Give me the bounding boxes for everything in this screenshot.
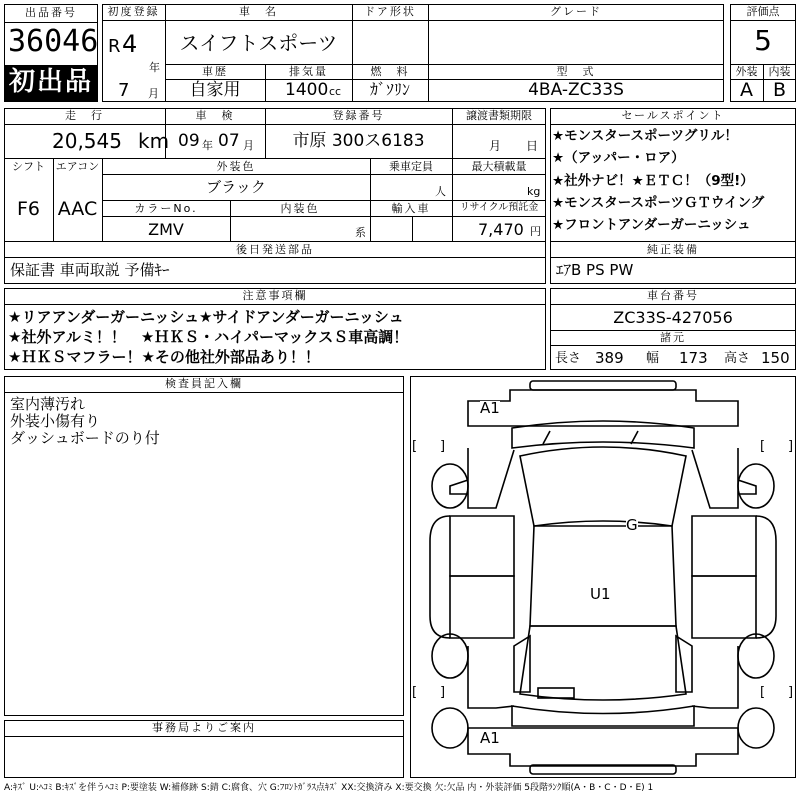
interior-color-label: 内装色 — [280, 202, 320, 215]
color-number-label: カラーNo. — [134, 202, 198, 215]
damage-mark-front-bumper: A1 — [480, 399, 500, 417]
lot-number: 36046 — [8, 24, 99, 59]
note-line: ★ＨＫＳマフラー！★その他社外部品あり！！ — [8, 348, 320, 366]
inspection-label: 車 検 — [195, 109, 235, 122]
dimensions-label: 諸元 — [660, 331, 686, 344]
inspection-month-unit: 月 — [243, 139, 254, 152]
model-label: 型 式 — [556, 65, 596, 78]
bracket-right-rear: [ — [760, 685, 766, 700]
equipment-label: 純正装備 — [647, 243, 699, 256]
aircon-value: AAC — [57, 198, 98, 220]
history-value: 自家用 — [189, 80, 241, 100]
width-value: 173 — [679, 349, 708, 367]
chassis-label: 車台番号 — [647, 289, 699, 302]
inspection-year: 09 — [178, 131, 200, 151]
sales-point-line: ★フロントアンダーガーニッシュ — [552, 217, 751, 233]
bracket-right-rear-close: ] — [788, 685, 794, 700]
bracket-left-front-close: ] — [440, 439, 446, 454]
mileage-unit: km — [138, 129, 170, 153]
chassis-number: ZC33S-427056 — [613, 308, 733, 327]
car-name-label: 車 名 — [239, 5, 278, 18]
mileage-label: 走 行 — [65, 109, 104, 122]
office-info-label: 事務局よりご案内 — [152, 721, 256, 734]
registration-number: 市原 300ス6183 — [292, 131, 425, 151]
max-load-label: 最大積載量 — [471, 160, 527, 173]
inspection-year-unit: 年 — [202, 139, 213, 152]
transfer-day-unit: 日 — [526, 139, 539, 153]
accessories-label: 後日発送部品 — [236, 243, 314, 256]
length-label: 長さ — [555, 351, 582, 366]
inspection-month: 07 — [218, 131, 240, 151]
transfer-deadline-label: 譲渡書類期限 — [466, 109, 532, 122]
fuel-label: 燃 料 — [370, 65, 410, 78]
displacement-label: 排気量 — [289, 65, 328, 78]
sales-point-line: ★社外ナビ！★ＥＴＣ！（9型!） — [552, 173, 754, 189]
sales-point-line: ★モンスタースポーツグリル！ — [552, 128, 738, 144]
recycle-label: リサイクル預託金 — [459, 202, 539, 213]
sales-points-label: セールスポイント — [621, 109, 725, 122]
grade-label: グレード — [550, 5, 602, 18]
capacity-unit: 人 — [435, 185, 446, 198]
model-value: 4BA-ZC33S — [528, 80, 624, 100]
sales-point-line: ★モンスタースポーツＧＴウイング — [552, 195, 765, 211]
first-listing-label: 初出品 — [8, 67, 93, 97]
aircon-label: エアコン — [55, 160, 100, 173]
inspector-label: 検査員記入欄 — [165, 377, 243, 390]
history-label: 車歴 — [202, 65, 228, 78]
registration-year: 4 — [122, 30, 138, 58]
width-label: 幅 — [646, 351, 660, 366]
length-value: 389 — [595, 349, 624, 367]
car-name: スイフトスポーツ — [179, 31, 338, 55]
car-diagram — [410, 376, 796, 778]
bracket-left-front: [ — [412, 439, 418, 454]
first-registration-label: 初度登録 — [107, 5, 160, 18]
exterior-grade: A — [740, 79, 753, 101]
displacement-unit: cc — [329, 85, 342, 98]
fuel-value: ｶﾞｿﾘﾝ — [369, 80, 410, 99]
exterior-color: ブラック — [206, 178, 266, 196]
registration-number-label: 登録番号 — [332, 109, 385, 122]
note-line: ★リアアンダーガーニッシュ★サイドアンダーガーニッシュ — [8, 308, 404, 326]
score-label: 評価点 — [746, 5, 780, 18]
mileage-value: 20,545 — [52, 129, 122, 153]
sales-point-line: ★（アッパー・ロア） — [552, 150, 685, 166]
max-load-unit: kg — [527, 185, 541, 198]
import-label: 輸入車 — [391, 202, 431, 215]
capacity-label: 乗車定員 — [389, 160, 433, 173]
shift-value: F6 — [16, 198, 41, 220]
door-type-label: ドア形状 — [364, 5, 416, 18]
damage-legend: A:ｷｽﾞ U:ﾍｺﾐ B:ｷｽﾞを伴うﾍｺﾐ P:要塗装 W:補修跡 S:錆 C:腐食、穴 G:ﾌﾛﾝﾄｶﾞﾗｽ点ｷｽﾞ XX:交換済み X:要交換 欠:欠品 内・外装評価 5段階ﾗﾝｸ順(A・B・C・D・E) 1 — [4, 783, 654, 793]
interior-label: 内装 — [768, 65, 791, 78]
interior-color-unit: 系 — [355, 226, 366, 239]
accessories-value: 保証書 車両取説 予備ｷｰ — [10, 261, 170, 279]
bracket-right-front-close: ] — [788, 439, 794, 454]
damage-mark-windshield: G — [626, 516, 638, 534]
shift-label: シフト — [12, 160, 45, 173]
registration-month: 7 — [118, 80, 130, 101]
inspector-line: ダッシュボードのり付 — [10, 429, 160, 447]
height-value: 150 — [761, 349, 790, 367]
recycle-unit: 円 — [530, 225, 541, 238]
recycle-value: 7,470 — [478, 220, 524, 239]
era-mark: R — [108, 36, 121, 57]
note-line: ★社外アルミ！！ ★ＨＫＳ・ハイパーマックスＳ車高調！ — [8, 328, 409, 346]
lot-number-label: 出品番号 — [25, 6, 77, 19]
height-label: 高さ — [724, 351, 751, 366]
damage-mark-rear-bumper: A1 — [480, 729, 500, 747]
month-unit: 月 — [148, 87, 159, 100]
score-value: 5 — [754, 24, 772, 57]
interior-grade: B — [772, 79, 787, 101]
transfer-month-unit: 月 — [489, 139, 502, 153]
bracket-right-front: [ — [760, 439, 766, 454]
notes-label: 注意事項欄 — [242, 289, 308, 302]
exterior-color-label: 外装色 — [216, 160, 256, 173]
bracket-left-rear: [ — [412, 685, 418, 700]
displacement-value: 1400 — [285, 80, 329, 100]
inspector-line: 室内薄汚れ — [10, 395, 86, 413]
equipment-value: ｴｱB PS PW — [556, 261, 634, 279]
bracket-left-rear-close: ] — [440, 685, 446, 700]
year-unit: 年 — [149, 61, 160, 74]
inspector-line: 外装小傷有り — [10, 412, 101, 430]
exterior-label: 外装 — [735, 65, 758, 78]
damage-mark-roof: U1 — [590, 585, 611, 603]
color-number: ZMV — [148, 220, 184, 239]
